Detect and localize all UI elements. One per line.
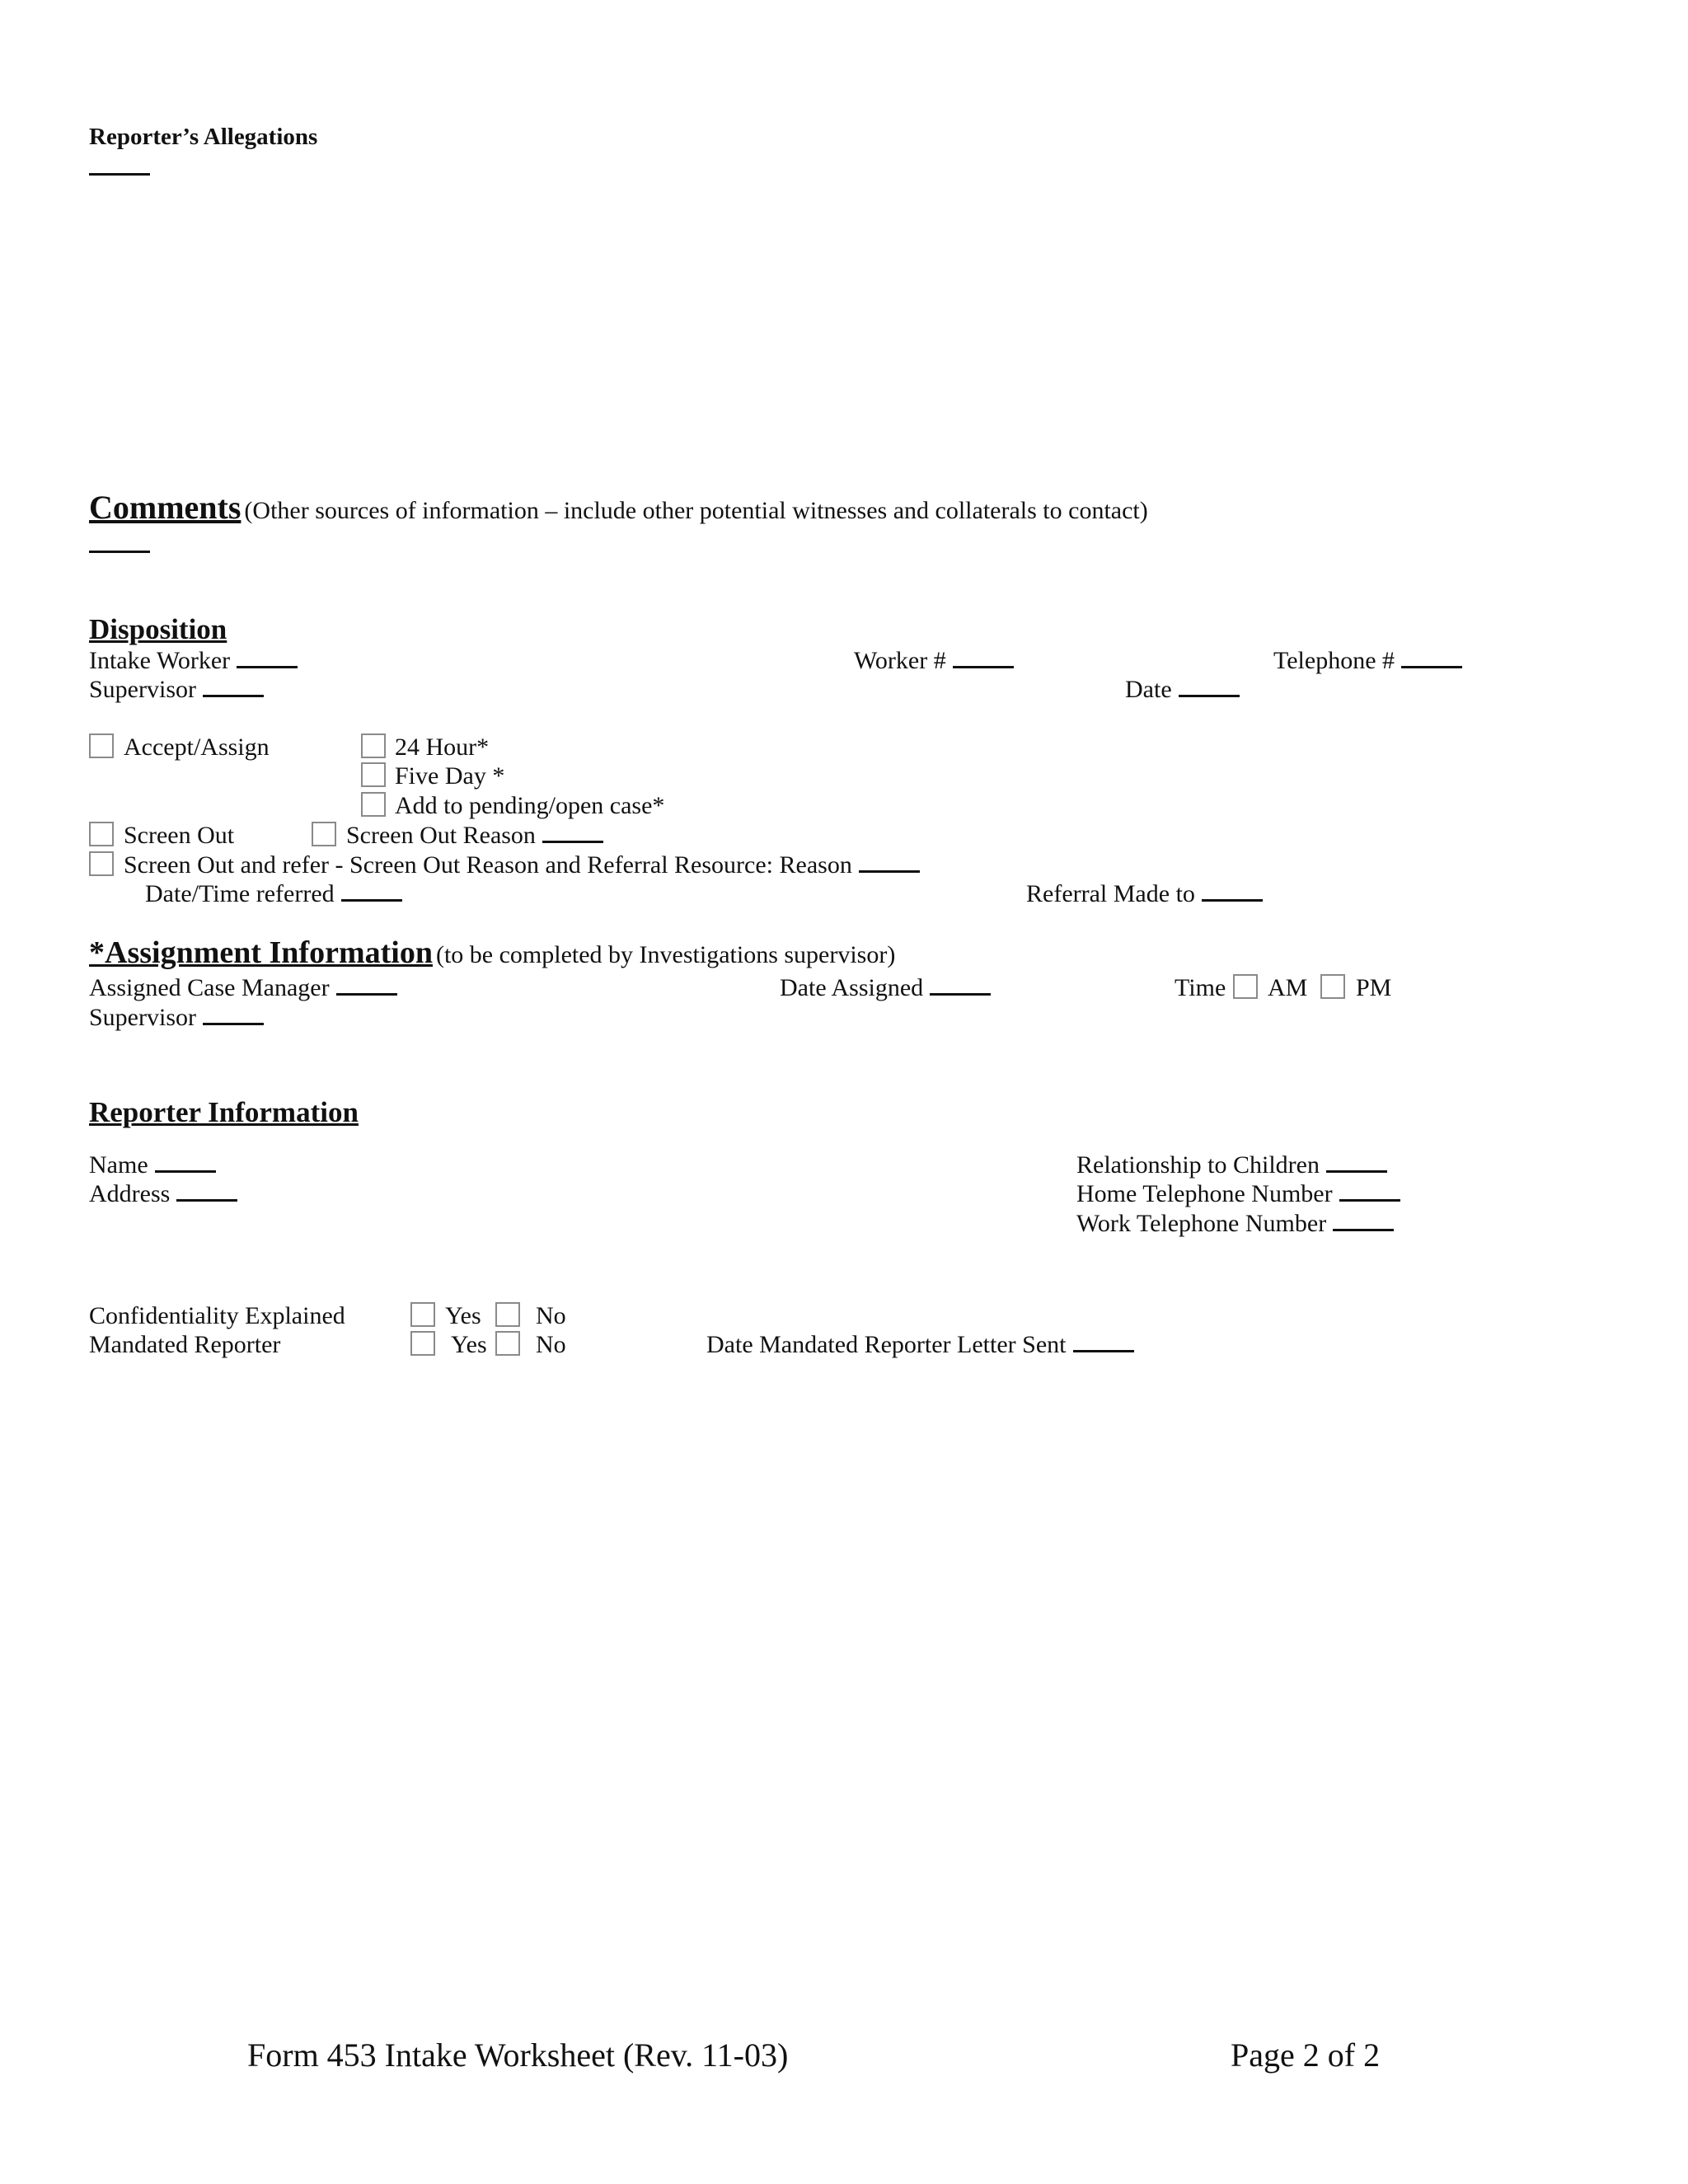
five-day-checkbox[interactable] (361, 762, 386, 787)
letter-sent-label: Date Mandated Reporter Letter Sent (706, 1331, 1067, 1358)
assignment-supervisor-label: Supervisor (89, 1004, 196, 1031)
screen-out-refer-label: Screen Out and refer - Screen Out Reason and Referral Resource: Reason (124, 851, 852, 879)
confidentiality-no-label: No (536, 1302, 566, 1329)
case-manager-label: Assigned Case Manager (89, 974, 330, 1001)
comments-blank[interactable] (89, 551, 150, 553)
reporter-name-label: Name (89, 1151, 148, 1179)
date-assigned-field[interactable] (780, 974, 991, 1002)
screen-out-reason-label: Screen Out Reason (346, 822, 536, 849)
screen-out-refer-field[interactable] (124, 851, 920, 879)
confidentiality-yes-label: Yes (445, 1302, 481, 1329)
date-label: Date (1125, 676, 1172, 703)
intake-worker-label: Intake Worker (89, 647, 231, 674)
letter-sent-field[interactable] (706, 1331, 1134, 1359)
case-manager-field[interactable] (89, 974, 397, 1002)
allegations-blank[interactable] (89, 173, 150, 176)
mandated-reporter-label: Mandated Reporter (89, 1331, 281, 1358)
pm-checkbox[interactable] (1320, 974, 1345, 999)
telephone-number-label: Telephone # (1273, 647, 1395, 674)
date-time-referred-field[interactable] (145, 880, 402, 908)
intake-worker-field[interactable] (89, 647, 298, 675)
telephone-number-field[interactable] (1273, 647, 1462, 675)
referral-made-to-label: Referral Made to (1026, 880, 1195, 907)
assignment-heading: *Assignment Information (89, 935, 433, 970)
relationship-field[interactable] (1076, 1151, 1387, 1179)
screen-out-refer-checkbox[interactable] (89, 851, 114, 876)
confidentiality-yes-checkbox[interactable] (410, 1302, 435, 1327)
confidentiality-label: Confidentiality Explained (89, 1302, 345, 1329)
reporter-address-field[interactable] (89, 1180, 237, 1208)
date-assigned-label: Date Assigned (780, 974, 924, 1001)
worker-number-field[interactable] (854, 647, 1014, 675)
five-day-label: Five Day * (395, 762, 505, 790)
am-label: AM (1268, 974, 1308, 1001)
screen-out-reason-field[interactable] (346, 822, 603, 850)
work-phone-field[interactable] (1076, 1210, 1394, 1238)
page-number: Page 2 of 2 (1231, 2036, 1381, 2074)
work-phone-label: Work Telephone Number (1076, 1210, 1327, 1237)
assignment-subtitle: (to be completed by Investigations supervisor) (435, 941, 896, 968)
add-pending-label: Add to pending/open case* (395, 792, 665, 819)
supervisor-label: Supervisor (89, 676, 196, 703)
accept-assign-checkbox[interactable] (89, 733, 114, 758)
mandated-yes-checkbox[interactable] (410, 1331, 435, 1356)
time-label: Time (1175, 974, 1226, 1001)
mandated-no-label: No (536, 1331, 566, 1358)
screen-out-label: Screen Out (124, 822, 235, 849)
supervisor-field[interactable] (89, 676, 264, 704)
home-phone-label: Home Telephone Number (1076, 1180, 1333, 1207)
assignment-supervisor-field[interactable] (89, 1004, 264, 1032)
reporter-name-field[interactable] (89, 1151, 216, 1179)
mandated-yes-label: Yes (451, 1331, 487, 1358)
allegations-heading: Reporter’s Allegations (89, 124, 318, 150)
home-phone-field[interactable] (1076, 1180, 1400, 1208)
am-checkbox[interactable] (1233, 974, 1258, 999)
reporter-heading: Reporter Information (89, 1096, 359, 1128)
comments-heading-row (89, 488, 1148, 527)
date-time-referred-label: Date/Time referred (145, 880, 335, 907)
confidentiality-no-checkbox[interactable] (495, 1302, 520, 1327)
disposition-heading: Disposition (89, 613, 227, 645)
relationship-label: Relationship to Children (1076, 1151, 1320, 1179)
form-footer: Form 453 Intake Worksheet (Rev. 11-03) (247, 2036, 789, 2074)
mandated-no-checkbox[interactable] (495, 1331, 520, 1356)
date-field[interactable] (1125, 676, 1240, 704)
accept-assign-label: Accept/Assign (124, 733, 270, 761)
referral-made-to-field[interactable] (1026, 880, 1263, 908)
screen-out-reason-checkbox[interactable] (312, 822, 336, 846)
hour24-label: 24 Hour* (395, 733, 490, 761)
add-pending-checkbox[interactable] (361, 792, 386, 817)
hour24-checkbox[interactable] (361, 733, 386, 758)
assignment-heading-row (89, 935, 895, 971)
comments-heading: Comments (89, 489, 241, 526)
comments-subtitle: (Other sources of information – include other potential witnesses and collaterals to contact) (244, 497, 1148, 524)
worker-number-label: Worker # (854, 647, 946, 674)
screen-out-checkbox[interactable] (89, 822, 114, 846)
pm-label: PM (1356, 974, 1392, 1001)
reporter-address-label: Address (89, 1180, 171, 1207)
